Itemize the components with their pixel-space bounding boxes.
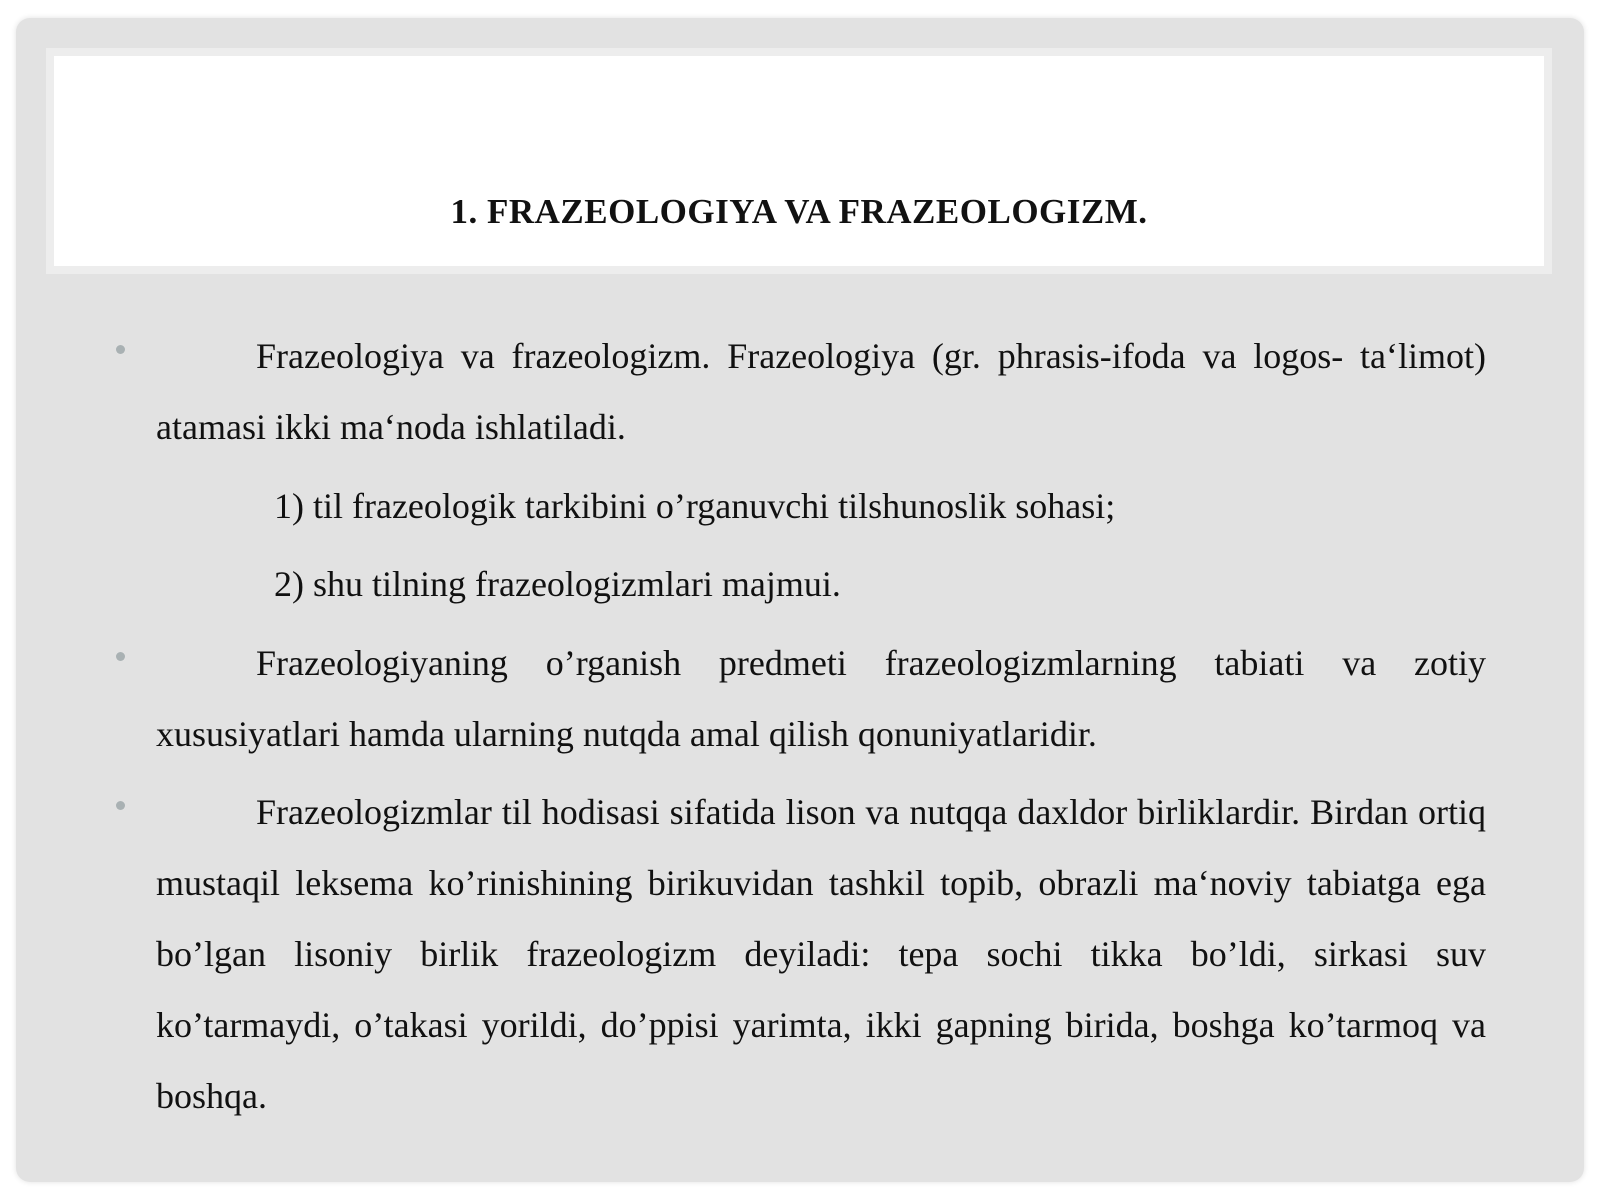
bullet-text-2: Frazeologiyaning o’rganish predmeti frazeologizmlarning tabiati va zotiy xususiyatlari hamda ularning nutqda amal qilish qonuniyatlaridir.: [156, 643, 1486, 754]
slide-title: 1. FRAZEOLOGIYA VA FRAZEOLOGIZM.: [450, 192, 1148, 231]
bullet-paragraph-2: [156, 628, 1486, 770]
bullet-text-1: Frazeologiya va frazeologizm. Frazeologiya (gr. phrasis-ifoda va logos- ta‘limot) atamasi ikki ma‘noda ishlatiladi.: [156, 336, 1486, 447]
bullet-dot-icon: [116, 801, 125, 810]
bullet-dot-icon: [116, 652, 125, 661]
slide: [16, 18, 1584, 1182]
bullet-text-3: Frazeologizmlar til hodisasi sifatida lison va nutqqa daxldor birliklardir. Birdan ortiq mustaqil leksema ko’rinishining birikuvidan tashkil topib, obrazli ma‘noviy tabiatga ega bo’lgan lisoniy birlik frazeologizm deyiladi: tepa sochi tikka bo’ldi, sirkasi suv ko’tarmaydi, o’takasi yorildi, do’ppisi yarimta, ikki gapning birida, boshga ko’tarmoq va boshqa.: [156, 792, 1486, 1116]
numbered-item-2: 2) shu tilning frazeologizmlari majmui.: [274, 564, 841, 604]
numbered-item-1: 1) til frazeologik tarkibini o’rganuvchi tilshunoslik sohasi;: [274, 486, 1116, 526]
bullet-paragraph-1: [156, 321, 1486, 463]
title-box: [46, 48, 1552, 274]
bullet-dot-icon: [116, 345, 125, 354]
bullet-paragraph-3: [156, 777, 1486, 1132]
